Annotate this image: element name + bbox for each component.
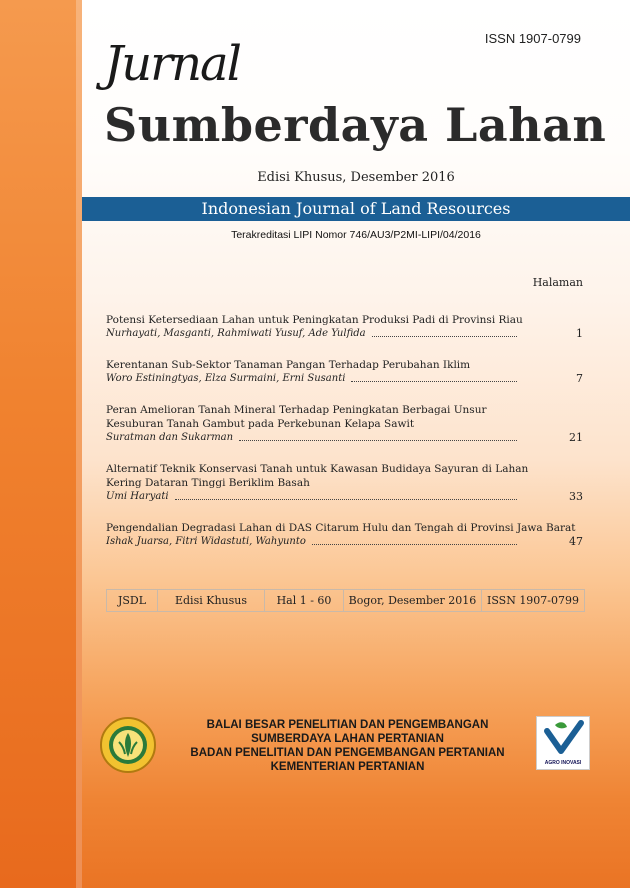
toc-entry-authors: Ishak Juarsa, Fitri Widastuti, Wahyunto [106, 536, 306, 547]
toc-entry-title: Peran Amelioran Tanah Mineral Terhadap Peningkatan Berbagai Unsur Kesuburan Tanah Gambut pada Perkebunan Kelapa Sawit [106, 404, 487, 430]
toc-entry-authors: Nurhayati, Masganti, Rahmiwati Yusuf, Ade Yulfida [106, 328, 366, 339]
issue-info-table [106, 589, 585, 612]
agro-inovasi-text: AGRO INOVASI [544, 760, 582, 766]
leader-dots [351, 372, 517, 382]
issn-number: ISSN 1907-0799 [484, 31, 581, 46]
toc-entry[interactable] [106, 462, 583, 503]
toc-entry[interactable] [106, 521, 583, 548]
institution-block [160, 718, 535, 774]
toc-entry-authors: Woro Estiningtyas, Elza Surmaini, Erni Susanti [106, 373, 346, 384]
leader-dots [239, 431, 517, 441]
toc-entry[interactable] [106, 358, 583, 385]
issue-pages: Hal 1 - 60 [265, 590, 344, 611]
institution-line: KEMENTERIAN PERTANIAN [270, 761, 425, 773]
toc-entry-page: 1 [576, 327, 583, 340]
checkmark-leaf-icon [537, 717, 589, 757]
table-of-contents [106, 313, 583, 566]
toc-entry-page: 7 [576, 372, 583, 385]
left-orange-strip [0, 0, 82, 888]
jurnal-script-word: Jurnal [104, 36, 240, 92]
ministry-emblem-icon [99, 716, 157, 774]
leader-dots [372, 327, 517, 337]
toc-entry-title: Pengendalian Degradasi Lahan di DAS Citarum Hulu dan Tengah di Provinsi Jawa Barat [106, 522, 576, 534]
toc-entry-title: Kerentanan Sub-Sektor Tanaman Pangan Terhadap Perubahan Iklim [106, 359, 471, 371]
institution-line: SUMBERDAYA LAHAN PERTANIAN [251, 733, 444, 745]
institution-line: BADAN PENELITIAN DAN PENGEMBANGAN PERTANIAN [190, 747, 505, 759]
journal-title: Sumberdaya Lahan [104, 98, 607, 152]
toc-entry-authors: Suratman dan Sukarman [106, 432, 234, 443]
toc-entry-page: 33 [569, 490, 583, 503]
toc-entry-authors: Umi Haryati [106, 491, 169, 502]
issue-journal-code: JSDL [107, 590, 158, 611]
institution-line: BALAI BESAR PENELITIAN DAN PENGEMBANGAN [206, 719, 489, 731]
toc-entry-page: 47 [569, 535, 583, 548]
issue-edition: Edisi Khusus [158, 590, 265, 611]
toc-entry[interactable] [106, 313, 583, 340]
toc-entry-page: 21 [569, 431, 583, 444]
halaman-label: Halaman [532, 276, 583, 289]
leader-dots [312, 535, 517, 545]
edition-label: Edisi Khusus, Desember 2016 [257, 170, 455, 185]
accreditation-text: Terakreditasi LIPI Nomor 746/AU3/P2MI-LIPI/04/2016 [231, 229, 481, 241]
toc-entry-title: Potensi Ketersediaan Lahan untuk Peningkatan Produksi Padi di Provinsi Riau [106, 314, 523, 326]
issue-issn: ISSN 1907-0799 [486, 594, 580, 607]
issue-place-date: Bogor, Desember 2016 [344, 590, 482, 611]
toc-entry-title: Alternatif Teknik Konservasi Tanah untuk Kawasan Budidaya Sayuran di Lahan Kering Dataran Tinggi Beriklim Basah [106, 463, 529, 489]
toc-entry[interactable] [106, 403, 583, 444]
leader-dots [175, 490, 517, 500]
agro-inovasi-logo [536, 716, 590, 770]
subtitle-band: Indonesian Journal of Land Resources [82, 197, 630, 221]
